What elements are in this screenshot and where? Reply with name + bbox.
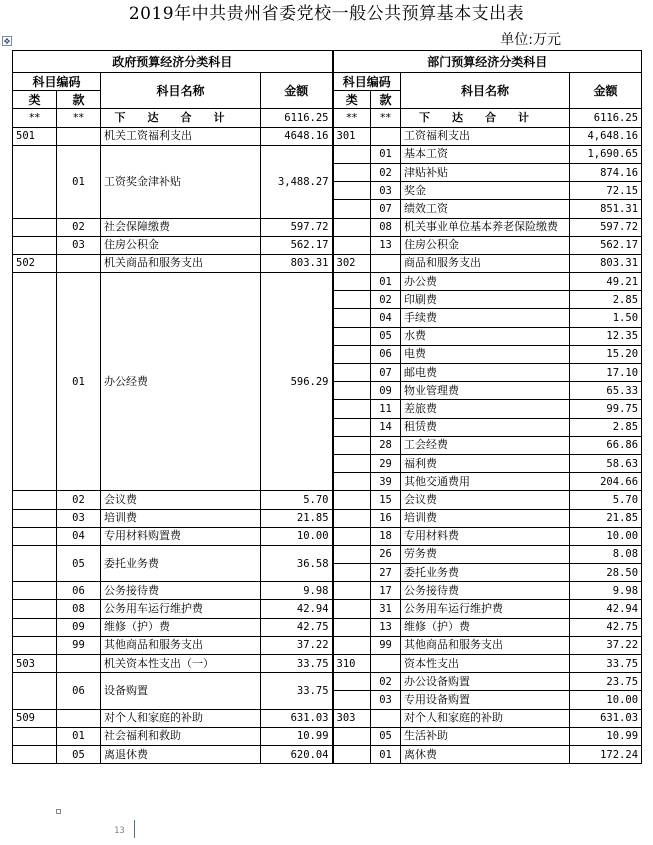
gov-kuan-cell <box>57 655 101 673</box>
dept-amount-cell: 5.70 <box>570 491 642 509</box>
gov-kuan-cell <box>57 127 101 145</box>
dept-amount-cell: 10.00 <box>570 527 642 545</box>
dept-kuan-cell <box>371 655 401 673</box>
dept-kuan-cell <box>371 127 401 145</box>
dept-lei-cell <box>333 200 371 218</box>
gov-name-cell: 办公经费 <box>101 273 261 491</box>
dept-amount-cell: 58.63 <box>570 454 642 472</box>
gov-name-cell: 机关资本性支出（一） <box>101 655 261 673</box>
budget-table <box>12 50 642 764</box>
dept-lei-cell: 301 <box>333 127 371 145</box>
dept-amount-cell: 23.75 <box>570 673 642 691</box>
gov-amount-cell: 10.00 <box>261 527 333 545</box>
dept-kuan-cell: 14 <box>371 418 401 436</box>
dept-amount-cell: 15.20 <box>570 345 642 363</box>
dept-lei-cell <box>333 491 371 509</box>
dept-total-label: 下达合计 <box>419 110 552 124</box>
dept-name-cell: 差旅费 <box>401 400 570 418</box>
dept-amount-cell: 874.16 <box>570 163 642 181</box>
table-row <box>13 491 642 509</box>
dept-name-cell: 邮电费 <box>401 364 570 382</box>
dept-name-cell: 水费 <box>401 327 570 345</box>
dept-lei-cell <box>333 236 371 254</box>
total-row <box>13 109 642 127</box>
dept-amount-cell: 803.31 <box>570 254 642 272</box>
table-row <box>13 582 642 600</box>
dept-lei-cell <box>333 273 371 291</box>
gov-name-cell: 住房公积金 <box>101 236 261 254</box>
dept-name-cell: 委托业务费 <box>401 564 570 582</box>
dept-kuan-cell: 02 <box>371 163 401 181</box>
dept-amount-cell: 562.17 <box>570 236 642 254</box>
table-row <box>13 545 642 563</box>
table-row <box>13 254 642 272</box>
page-title: 2019年中共贵州省委党校一般公共预算基本支出表 <box>128 4 525 24</box>
gov-amount-cell: 42.75 <box>261 618 333 636</box>
dept-name-cell: 专用设备购置 <box>401 691 570 709</box>
dept-lei-cell <box>333 436 371 454</box>
dept-kuan-cell: 01 <box>371 745 401 763</box>
gov-lei-cell: 501 <box>13 127 57 145</box>
dept-kuan-cell: 18 <box>371 527 401 545</box>
gov-name-cell: 会议费 <box>101 491 261 509</box>
dept-kuan-cell: 05 <box>371 327 401 345</box>
dept-name-cell: 维修（护）费 <box>401 618 570 636</box>
dept-lei-cell <box>333 727 371 745</box>
dept-amount-cell: 65.33 <box>570 382 642 400</box>
dept-name-cell: 离休费 <box>401 745 570 763</box>
dept-section-header: 部门预算经济分类科目 <box>333 51 642 73</box>
dept-name-cell: 专用材料费 <box>401 527 570 545</box>
dept-lei-cell <box>333 545 371 563</box>
dept-lei-cell <box>333 309 371 327</box>
gov-lei-cell <box>13 218 57 236</box>
gov-amount-cell: 620.04 <box>261 745 333 763</box>
dept-lei-cell <box>333 600 371 618</box>
dept-amount-cell: 17.10 <box>570 364 642 382</box>
dept-lei-cell <box>333 291 371 309</box>
dept-kuan-header: 款 <box>371 91 401 109</box>
dept-lei-cell <box>333 145 371 163</box>
gov-name-cell: 公务接待费 <box>101 582 261 600</box>
table-row <box>13 709 642 727</box>
dept-name-cell: 印刷费 <box>401 291 570 309</box>
dept-kuan-cell: 17 <box>371 582 401 600</box>
table-row <box>13 509 642 527</box>
dept-lei-cell <box>333 564 371 582</box>
gov-code-header: 科目编码 <box>13 73 101 91</box>
dept-lei-cell <box>333 218 371 236</box>
page-number: 13 <box>114 826 125 836</box>
dept-lei-cell <box>333 745 371 763</box>
gov-kuan-cell: 05 <box>57 745 101 763</box>
dept-lei-cell <box>333 509 371 527</box>
dept-lei-cell <box>333 400 371 418</box>
gov-amount-cell: 631.03 <box>261 709 333 727</box>
dept-kuan-cell: 99 <box>371 636 401 654</box>
dept-amount-header: 金额 <box>570 73 642 109</box>
dept-name-cell: 绩效工资 <box>401 200 570 218</box>
dept-name-cell: 机关事业单位基本养老保险缴费 <box>401 218 570 236</box>
dept-name-cell: 手续费 <box>401 309 570 327</box>
gov-kuan-cell: 99 <box>57 636 101 654</box>
dept-name-cell: 租赁费 <box>401 418 570 436</box>
gov-kuan-cell: 08 <box>57 600 101 618</box>
gov-kuan-cell: 03 <box>57 236 101 254</box>
gov-name-cell: 专用材料购置费 <box>101 527 261 545</box>
dept-name-cell: 劳务费 <box>401 545 570 563</box>
dept-amount-cell: 37.22 <box>570 636 642 654</box>
dept-name-cell: 津贴补贴 <box>401 163 570 181</box>
gov-lei-cell <box>13 491 57 509</box>
total-label: 下达合计 <box>114 110 247 124</box>
dept-kuan-cell: 04 <box>371 309 401 327</box>
dept-kuan-cell: 27 <box>371 564 401 582</box>
dept-name-cell: 办公费 <box>401 273 570 291</box>
gov-name-header: 科目名称 <box>101 73 261 109</box>
gov-name-cell: 社会保障缴费 <box>101 218 261 236</box>
dept-lei-cell <box>333 345 371 363</box>
gov-amount-cell: 5.70 <box>261 491 333 509</box>
dept-name-cell: 生活补助 <box>401 727 570 745</box>
table-row <box>13 745 642 763</box>
dept-lei-cell <box>333 673 371 691</box>
gov-lei-cell <box>13 618 57 636</box>
dept-amount-cell: 4,648.16 <box>570 127 642 145</box>
gov-name-cell: 委托业务费 <box>101 545 261 581</box>
dept-amount-cell: 42.75 <box>570 618 642 636</box>
gov-kuan-header: 款 <box>57 91 101 109</box>
gov-amount-cell: 597.72 <box>261 218 333 236</box>
gov-kuan-cell: 06 <box>57 673 101 709</box>
gov-lei-cell <box>13 527 57 545</box>
gov-kuan-cell: 09 <box>57 618 101 636</box>
gov-kuan-cell: 04 <box>57 527 101 545</box>
table-row <box>13 127 642 145</box>
dept-amount-cell: 42.94 <box>570 600 642 618</box>
gov-name-cell: 维修（护）费 <box>101 618 261 636</box>
gov-name-cell: 机关商品和服务支出 <box>101 254 261 272</box>
table-row <box>13 273 642 291</box>
dept-amount-cell: 1.50 <box>570 309 642 327</box>
dept-kuan-cell: 15 <box>371 491 401 509</box>
dept-amount-cell: 12.35 <box>570 327 642 345</box>
dept-name-cell: 其他交通费用 <box>401 473 570 491</box>
gov-lei-cell <box>13 273 57 491</box>
dept-amount-cell: 99.75 <box>570 400 642 418</box>
gov-amount-cell: 33.75 <box>261 655 333 673</box>
dept-lei-cell <box>333 691 371 709</box>
dept-name-cell: 工资福利支出 <box>401 127 570 145</box>
dept-lei-cell <box>333 454 371 472</box>
dept-name-cell: 对个人和家庭的补助 <box>401 709 570 727</box>
dept-total-kuan: ** <box>371 109 401 127</box>
dept-lei-cell <box>333 327 371 345</box>
dept-kuan-cell <box>371 254 401 272</box>
gov-name-cell: 离退休费 <box>101 745 261 763</box>
dept-lei-cell <box>333 163 371 181</box>
dept-name-cell: 培训费 <box>401 509 570 527</box>
dept-amount-cell: 631.03 <box>570 709 642 727</box>
dept-name-cell: 奖金 <box>401 182 570 200</box>
dept-name-cell: 工会经费 <box>401 436 570 454</box>
dept-name-cell: 办公设备购置 <box>401 673 570 691</box>
dept-kuan-cell: 28 <box>371 436 401 454</box>
move-handle-icon[interactable]: ✥ <box>3 37 11 46</box>
dept-kuan-cell: 01 <box>371 273 401 291</box>
dept-lei-cell <box>333 636 371 654</box>
dept-lei-cell: 303 <box>333 709 371 727</box>
gov-amount-cell: 3,488.27 <box>261 145 333 218</box>
dept-amount-cell: 10.00 <box>570 691 642 709</box>
total-lei: ** <box>13 109 57 127</box>
table-row <box>13 655 642 673</box>
dept-amount-cell: 9.98 <box>570 582 642 600</box>
dept-amount-cell: 21.85 <box>570 509 642 527</box>
gov-amount-header: 金额 <box>261 73 333 109</box>
dept-kuan-cell: 08 <box>371 218 401 236</box>
gov-lei-cell <box>13 145 57 218</box>
gov-amount-cell: 9.98 <box>261 582 333 600</box>
gov-amount-cell: 36.58 <box>261 545 333 581</box>
dept-name-cell: 福利费 <box>401 454 570 472</box>
gov-lei-cell: 503 <box>13 655 57 673</box>
gov-name-cell: 工资奖金津补贴 <box>101 145 261 218</box>
dept-amount-cell: 66.86 <box>570 436 642 454</box>
gov-kuan-cell: 02 <box>57 218 101 236</box>
table-row <box>13 527 642 545</box>
dept-lei-cell: 302 <box>333 254 371 272</box>
gov-amount-cell: 42.94 <box>261 600 333 618</box>
gov-name-cell: 设备购置 <box>101 673 261 709</box>
gov-lei-cell <box>13 509 57 527</box>
dept-kuan-cell <box>371 709 401 727</box>
dept-amount-cell: 72.15 <box>570 182 642 200</box>
gov-lei-cell <box>13 545 57 581</box>
dept-total-amount: 6116.25 <box>570 109 642 127</box>
table-row <box>13 236 642 254</box>
gov-name-cell: 机关工资福利支出 <box>101 127 261 145</box>
gov-kuan-cell: 05 <box>57 545 101 581</box>
gov-amount-cell: 21.85 <box>261 509 333 527</box>
dept-name-cell: 商品和服务支出 <box>401 254 570 272</box>
dept-kuan-cell: 26 <box>371 545 401 563</box>
gov-name-cell: 公务用车运行维护费 <box>101 600 261 618</box>
unit-label: 单位:万元 <box>500 32 561 48</box>
dept-kuan-cell: 39 <box>371 473 401 491</box>
gov-amount-cell: 803.31 <box>261 254 333 272</box>
dept-lei-cell: 310 <box>333 655 371 673</box>
dept-amount-cell: 2.85 <box>570 291 642 309</box>
gov-kuan-cell: 01 <box>57 273 101 491</box>
dept-kuan-cell: 02 <box>371 291 401 309</box>
dept-name-cell: 物业管理费 <box>401 382 570 400</box>
dept-name-cell: 其他商品和服务支出 <box>401 636 570 654</box>
gov-amount-cell: 562.17 <box>261 236 333 254</box>
gov-kuan-cell: 06 <box>57 582 101 600</box>
gov-name-cell: 培训费 <box>101 509 261 527</box>
dept-kuan-cell: 02 <box>371 673 401 691</box>
dept-kuan-cell: 03 <box>371 182 401 200</box>
dept-lei-cell <box>333 473 371 491</box>
dept-amount-cell: 33.75 <box>570 655 642 673</box>
gov-name-cell: 社会福利和救助 <box>101 727 261 745</box>
total-amount: 6116.25 <box>261 109 333 127</box>
dept-name-cell: 住房公积金 <box>401 236 570 254</box>
dept-total-lei: ** <box>333 109 371 127</box>
dept-lei-cell <box>333 382 371 400</box>
dept-kuan-cell: 16 <box>371 509 401 527</box>
table-row <box>13 636 642 654</box>
text-cursor <box>134 820 135 838</box>
dept-name-cell: 基本工资 <box>401 145 570 163</box>
dept-amount-cell: 8.08 <box>570 545 642 563</box>
gov-lei-header: 类 <box>13 91 57 109</box>
dept-kuan-cell: 01 <box>371 145 401 163</box>
dept-amount-cell: 2.85 <box>570 418 642 436</box>
gov-amount-cell: 33.75 <box>261 673 333 709</box>
gov-name-cell: 其他商品和服务支出 <box>101 636 261 654</box>
dept-lei-cell <box>333 182 371 200</box>
dept-kuan-cell: 03 <box>371 691 401 709</box>
table-row <box>13 727 642 745</box>
dept-kuan-cell: 31 <box>371 600 401 618</box>
table-row <box>13 218 642 236</box>
dept-kuan-cell: 13 <box>371 236 401 254</box>
dept-lei-cell <box>333 364 371 382</box>
gov-amount-cell: 37.22 <box>261 636 333 654</box>
gov-amount-cell: 4648.16 <box>261 127 333 145</box>
gov-kuan-cell: 01 <box>57 145 101 218</box>
dept-lei-cell <box>333 582 371 600</box>
gov-lei-cell <box>13 745 57 763</box>
dept-kuan-cell: 07 <box>371 200 401 218</box>
dept-amount-cell: 204.66 <box>570 473 642 491</box>
dept-lei-cell <box>333 418 371 436</box>
dept-kuan-cell: 13 <box>371 618 401 636</box>
table-row <box>13 600 642 618</box>
dept-kuan-cell: 29 <box>371 454 401 472</box>
dept-name-cell: 会议费 <box>401 491 570 509</box>
gov-kuan-cell: 02 <box>57 491 101 509</box>
gov-kuan-cell: 03 <box>57 509 101 527</box>
gov-kuan-cell <box>57 254 101 272</box>
dept-amount-cell: 851.31 <box>570 200 642 218</box>
dept-kuan-cell: 09 <box>371 382 401 400</box>
gov-lei-cell <box>13 582 57 600</box>
gov-lei-cell: 502 <box>13 254 57 272</box>
resize-handle[interactable] <box>56 809 61 814</box>
dept-kuan-cell: 07 <box>371 364 401 382</box>
table-row <box>13 673 642 691</box>
dept-name-cell: 公务用车运行维护费 <box>401 600 570 618</box>
dept-lei-cell <box>333 527 371 545</box>
gov-lei-cell: 509 <box>13 709 57 727</box>
total-kuan: ** <box>57 109 101 127</box>
gov-lei-cell <box>13 236 57 254</box>
gov-amount-cell: 596.29 <box>261 273 333 491</box>
dept-name-cell: 公务接待费 <box>401 582 570 600</box>
gov-lei-cell <box>13 600 57 618</box>
dept-name-cell: 电费 <box>401 345 570 363</box>
dept-amount-cell: 172.24 <box>570 745 642 763</box>
dept-amount-cell: 49.21 <box>570 273 642 291</box>
dept-name-cell: 资本性支出 <box>401 655 570 673</box>
gov-lei-cell <box>13 727 57 745</box>
dept-kuan-cell: 11 <box>371 400 401 418</box>
dept-amount-cell: 28.50 <box>570 564 642 582</box>
dept-amount-cell: 10.99 <box>570 727 642 745</box>
dept-lei-header: 类 <box>333 91 371 109</box>
gov-kuan-cell <box>57 709 101 727</box>
dept-name-header: 科目名称 <box>401 73 570 109</box>
dept-lei-cell <box>333 618 371 636</box>
table-row <box>13 145 642 163</box>
gov-lei-cell <box>13 636 57 654</box>
gov-name-cell: 对个人和家庭的补助 <box>101 709 261 727</box>
dept-amount-cell: 1,690.65 <box>570 145 642 163</box>
table-row <box>13 618 642 636</box>
gov-lei-cell <box>13 673 57 709</box>
gov-kuan-cell: 01 <box>57 727 101 745</box>
dept-code-header: 科目编码 <box>333 73 401 91</box>
dept-kuan-cell: 05 <box>371 727 401 745</box>
gov-section-header: 政府预算经济分类科目 <box>13 51 333 73</box>
dept-amount-cell: 597.72 <box>570 218 642 236</box>
gov-amount-cell: 10.99 <box>261 727 333 745</box>
dept-kuan-cell: 06 <box>371 345 401 363</box>
